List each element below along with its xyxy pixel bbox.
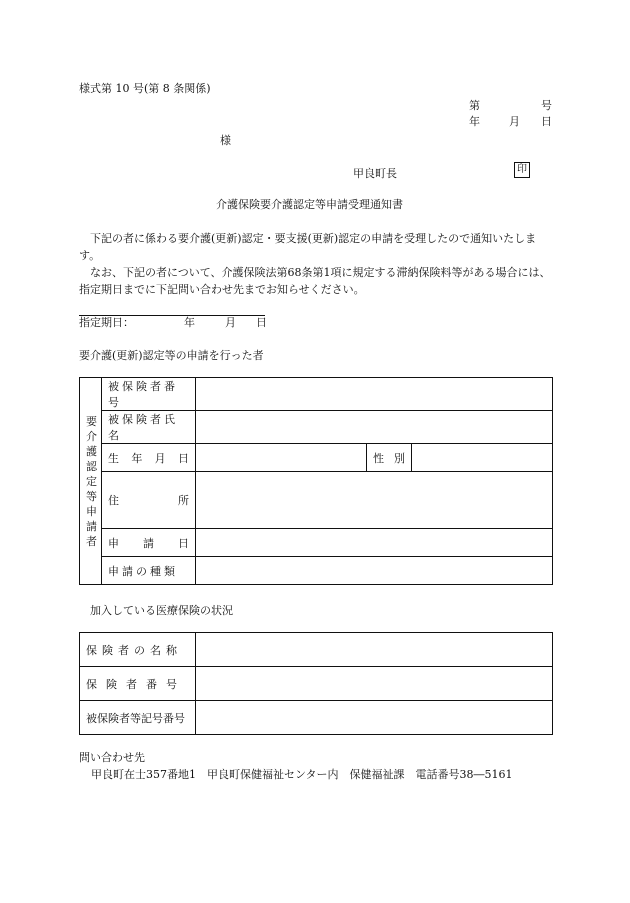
insurer-number-label: 保険者番号	[80, 667, 196, 701]
application-date-field[interactable]	[196, 529, 553, 557]
deadline-month: 月	[225, 316, 236, 329]
sex-field[interactable]	[412, 444, 553, 472]
issue-date-day: 日	[541, 115, 552, 128]
deadline-day: 日	[256, 316, 267, 329]
contact-details: 甲良町在士357番地1 甲良町保健福祉センター内 保健福祉課 電話番号38―5161	[91, 768, 513, 781]
insurance-table	[79, 632, 553, 735]
document-number-prefix: 第	[469, 99, 480, 112]
application-type-label: 申請の種類	[102, 557, 196, 585]
document-number	[469, 97, 552, 113]
insurance-heading: 加入している医療保険の状況	[90, 604, 233, 617]
deadline-label: 指定期日：	[79, 316, 134, 329]
insured-number-field[interactable]	[196, 378, 553, 411]
notice-paragraph-2: なお、下記の者について、介護保険法第68条第1項に規定する滞納保険料等がある場合には、指定期日までに下記問い合わせ先までお知らせください。	[79, 266, 551, 296]
insured-name-label: 被保険者氏名	[102, 411, 196, 444]
sender-name: 甲良町長	[353, 167, 397, 180]
insurer-name-label: 保険者の名称	[80, 633, 196, 667]
card-number-field[interactable]	[196, 701, 553, 735]
deadline-year: 年	[184, 316, 195, 329]
insured-name-field[interactable]	[196, 411, 553, 444]
contact-heading: 問い合わせ先	[79, 751, 145, 764]
application-date-label: 申 請 日	[102, 529, 196, 557]
form-number: 様式第 10 号(第 8 条関係)	[79, 82, 211, 95]
sex-label: 性 別	[367, 444, 412, 472]
document-number-suffix: 号	[541, 99, 552, 112]
notice-paragraph-1: 下記の者に係わる要介護(更新)認定・要支援(更新)認定の申請を受理したので通知いたします。	[79, 232, 537, 262]
notice-body	[79, 230, 557, 298]
issue-date-year: 年	[469, 115, 480, 128]
document-title: 介護保険要介護認定等申請受理通知書	[216, 198, 403, 211]
birth-date-field[interactable]	[196, 444, 367, 472]
deadline-line	[79, 314, 267, 329]
seal-box: 印	[514, 162, 530, 178]
insured-number-label: 被保険者番号	[102, 378, 196, 411]
insurer-number-field[interactable]	[196, 667, 553, 701]
applicant-heading: 要介護(更新)認定等の申請を行った者	[79, 349, 264, 362]
applicant-group-label: 要 介 護 認 定 等 申 請 者	[80, 378, 102, 585]
card-number-label: 被保険者等記号番号	[80, 701, 196, 735]
issue-date-month: 月	[509, 115, 520, 128]
addressee-suffix: 様	[220, 134, 231, 147]
address-label: 住 所	[102, 472, 196, 529]
application-type-field[interactable]	[196, 557, 553, 585]
applicant-table	[79, 377, 553, 585]
address-field[interactable]	[196, 472, 553, 529]
insurer-name-field[interactable]	[196, 633, 553, 667]
birth-date-label: 生 年 月 日	[102, 444, 196, 472]
